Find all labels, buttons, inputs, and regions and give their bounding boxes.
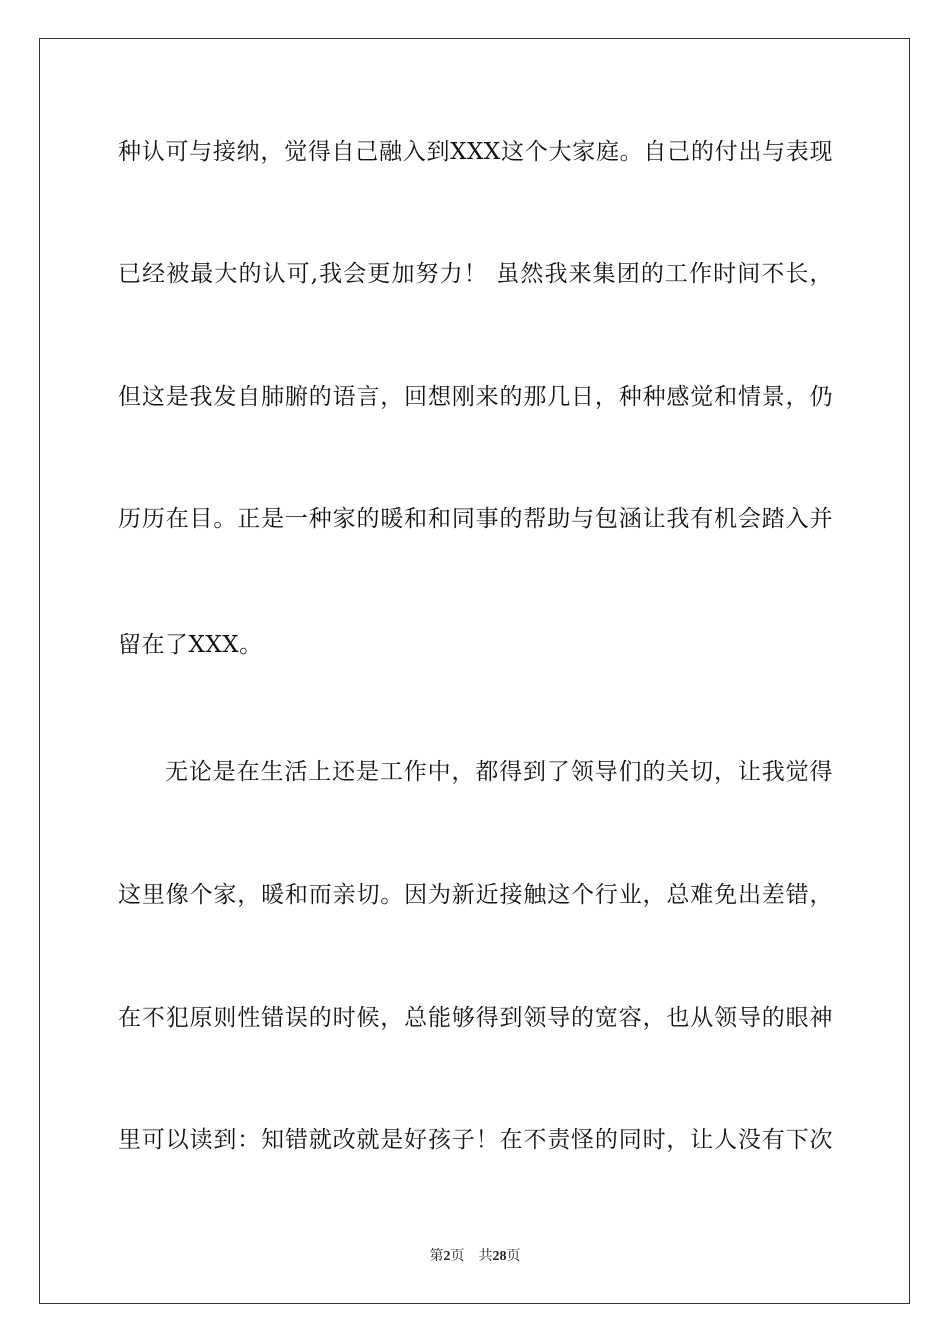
paragraph-line: 在不犯原则性错误的时候，总能够得到领导的宽容，也从领导的眼神 [118,1005,833,1031]
page-number: 2 [443,1249,451,1264]
page-border [39,38,910,1304]
paragraph-line: 种认可与接纳，觉得自己融入到XXX这个大家庭。自己的付出与表现 [118,139,833,165]
total-pages: 28 [492,1249,507,1264]
paragraph-line: 留在了XXX。 [118,632,263,658]
page-footer [0,1246,950,1267]
paragraph-line: 里可以读到：知错就改就是好孩子！在不责怪的同时，让人没有下次 [118,1127,833,1153]
page-prefix: 第 [429,1248,444,1264]
total-suffix: 页 [506,1248,521,1264]
paragraph-line: 历历在目。正是一种家的暖和和同事的帮助与包涵让我有机会踏入并 [118,506,833,532]
paragraph-line: 已经被最大的认可,我会更加努力！ 虽然我来集团的工作时间不长， [118,261,833,287]
page-suffix: 页 [450,1248,465,1264]
paragraph-line: 这里像个家，暖和而亲切。因为新近接触这个行业，总难免出差错， [118,882,833,908]
total-prefix: 共 [478,1248,493,1264]
paragraph-line: 但这是我发自肺腑的语言，回想刚来的那几日，种种感觉和情景，仍 [118,384,833,410]
paragraph-line: 无论是在生活上还是工作中，都得到了领导们的关切，让我觉得 [165,759,833,785]
